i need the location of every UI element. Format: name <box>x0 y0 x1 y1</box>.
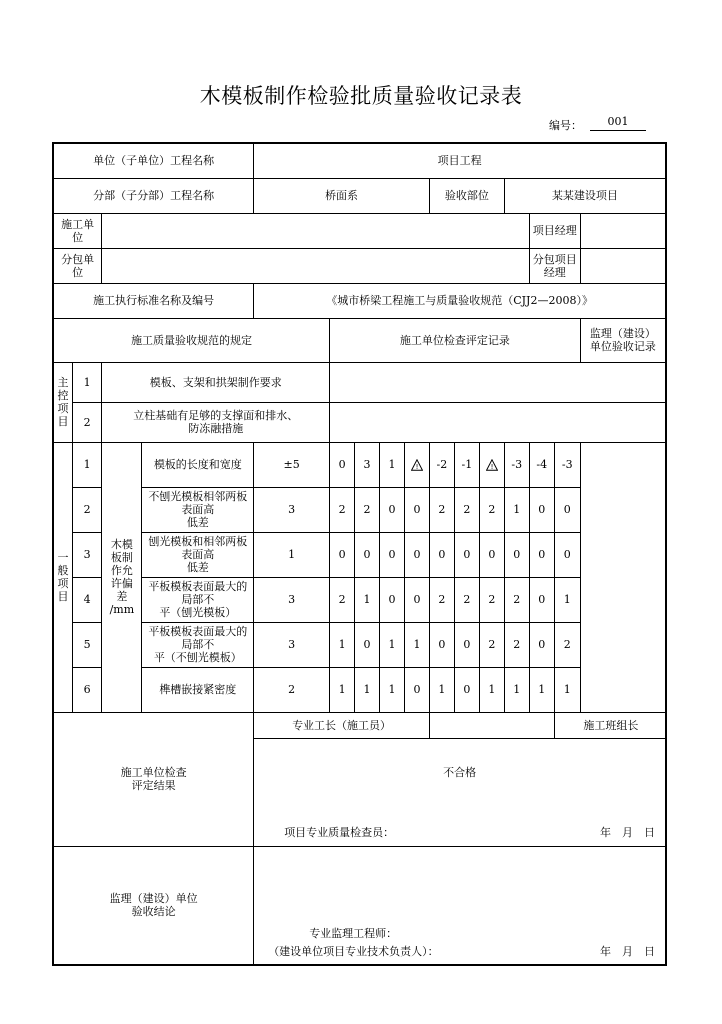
item-name: 榫槽嵌接紧密度 <box>142 667 254 712</box>
group-label-line: 作允 <box>110 564 133 577</box>
measurement-value[interactable]: -3 <box>504 442 529 487</box>
measurement-value[interactable]: 2 <box>454 577 479 622</box>
measurement-value[interactable]: -3 <box>554 442 580 487</box>
group-label-line: 许偏 <box>110 577 133 590</box>
supervise-conclusion-cell[interactable] <box>254 846 666 965</box>
warning-icon[interactable] <box>479 442 504 487</box>
general-char: 般 <box>57 564 69 577</box>
item-number: 5 <box>73 622 102 667</box>
pm-value[interactable] <box>580 213 666 248</box>
main-control-char: 控 <box>57 389 69 402</box>
measurement-value[interactable]: -4 <box>529 442 554 487</box>
supervise-label <box>53 846 254 965</box>
subdivision-value[interactable]: 桥面系 <box>254 178 430 213</box>
general-row-2 <box>53 487 666 532</box>
tolerance: 3 <box>254 487 330 532</box>
measurement-value[interactable]: 0 <box>454 622 479 667</box>
sub-pm-value[interactable] <box>580 248 666 283</box>
date-label-2: 年 月 日 <box>600 944 655 958</box>
unit-value[interactable]: 项目工程 <box>254 143 666 178</box>
row-unit <box>53 143 666 178</box>
measurement-value[interactable]: 1 <box>380 622 405 667</box>
measurement-value[interactable]: 0 <box>529 487 554 532</box>
main-control-2-check[interactable] <box>330 402 666 442</box>
spec-header: 施工质量验收规范的规定 <box>53 318 330 362</box>
measurement-value[interactable]: 1 <box>504 667 529 712</box>
general-char: 目 <box>57 590 69 603</box>
measurement-value[interactable]: 0 <box>330 442 355 487</box>
part-value[interactable]: 某某建设项目 <box>504 178 666 213</box>
eval-result: 不合格 <box>443 765 477 779</box>
measurement-value[interactable]: 1 <box>404 622 429 667</box>
measurement-value[interactable]: 2 <box>330 487 355 532</box>
general-label <box>53 442 73 712</box>
owner-label: （建设单位项目专业技术负责人）： <box>268 944 439 958</box>
measurement-value[interactable]: 0 <box>404 577 429 622</box>
row-subcontractor <box>53 248 666 283</box>
sub-pm-label: 分包项目经理 <box>529 248 580 283</box>
supervise-header-line2: 单位验收记录 <box>589 340 656 353</box>
warning-icon[interactable] <box>404 442 429 487</box>
row-column-headers <box>53 318 666 362</box>
measurement-value[interactable]: 1 <box>554 667 580 712</box>
general-row-1 <box>53 442 666 487</box>
row-contractor <box>53 213 666 248</box>
item-number: 1 <box>73 362 102 402</box>
measurement-value[interactable]: 0 <box>355 622 380 667</box>
measurement-value[interactable]: 0 <box>404 487 429 532</box>
item-number: 4 <box>73 577 102 622</box>
contractor-value[interactable] <box>102 213 529 248</box>
item-name-line: 平板模板表面最大的局部不 <box>148 580 248 606</box>
measurement-value[interactable]: 0 <box>330 532 355 577</box>
item-name <box>142 622 254 667</box>
item-name-line: 平（不刨光模板） <box>153 651 242 664</box>
measurement-value[interactable]: 0 <box>554 532 580 577</box>
item-name-line: 平（刨光模板） <box>159 606 237 619</box>
measurement-value[interactable]: 1 <box>380 667 405 712</box>
measurement-value[interactable]: 2 <box>479 622 504 667</box>
foreman-label: 专业工长（施工员） <box>254 712 430 738</box>
item-name <box>142 487 254 532</box>
measurement-value[interactable]: 0 <box>429 622 454 667</box>
measurement-value[interactable]: 2 <box>330 577 355 622</box>
standard-value[interactable]: 《城市桥梁工程施工与质量验收规范（CJJ2—2008）》 <box>254 283 666 318</box>
group-label-line: 差 <box>116 590 128 603</box>
item-name-line: 平板模板表面最大的局部不 <box>148 625 248 651</box>
item-text <box>102 402 330 442</box>
measurement-value[interactable]: 1 <box>479 667 504 712</box>
measurement-value[interactable]: 1 <box>355 577 380 622</box>
measurement-value[interactable]: 0 <box>454 667 479 712</box>
row-supervise-conclusion <box>53 846 666 965</box>
foreman-value[interactable] <box>429 712 554 738</box>
general-supervise-record[interactable] <box>580 442 666 712</box>
measurement-value[interactable]: 0 <box>380 577 405 622</box>
measurement-value[interactable]: 0 <box>380 532 405 577</box>
engineer-label: 专业监理工程师： <box>309 926 398 940</box>
item-text: 模板、支架和拱架制作要求 <box>102 362 330 402</box>
measurement-value[interactable]: 0 <box>529 577 554 622</box>
item-name <box>142 532 254 577</box>
measurement-value[interactable]: 0 <box>429 532 454 577</box>
eval-label <box>53 712 254 846</box>
measurement-value[interactable]: 1 <box>529 667 554 712</box>
standard-label: 施工执行标准名称及编号 <box>53 283 254 318</box>
item-name-line: 不刨光模板相邻两板表面高 <box>148 490 248 516</box>
item-number: 2 <box>73 487 102 532</box>
item-number: 2 <box>73 402 102 442</box>
supervise-label-line: 验收结论 <box>131 905 176 918</box>
measurement-value[interactable]: 1 <box>380 442 405 487</box>
group-label-line: 木模 <box>110 538 133 551</box>
measurement-value[interactable]: 2 <box>429 577 454 622</box>
measurement-value[interactable]: 0 <box>380 487 405 532</box>
group-label-line: /mm <box>109 603 135 616</box>
row-subdivision <box>53 178 666 213</box>
check-header: 施工单位检查评定记录 <box>330 318 581 362</box>
tolerance: 2 <box>254 667 330 712</box>
tolerance: 3 <box>254 622 330 667</box>
measurement-value[interactable]: 2 <box>479 487 504 532</box>
measurement-value[interactable]: 2 <box>504 622 529 667</box>
item-number: 1 <box>73 442 102 487</box>
item-name <box>142 577 254 622</box>
supervise-header <box>580 318 666 362</box>
unit-label: 单位（子单位）工程名称 <box>53 143 254 178</box>
item-name-line: 刨光模板和相邻两板表面高 <box>148 535 248 561</box>
row-standard <box>53 283 666 318</box>
row-foreman <box>53 712 666 738</box>
item-name-line: 低差 <box>186 561 209 574</box>
general-char: 一 <box>57 551 69 564</box>
measurement-value[interactable]: 1 <box>504 487 529 532</box>
measurement-value[interactable]: -1 <box>454 442 479 487</box>
general-row-3 <box>53 532 666 577</box>
eval-result-cell[interactable] <box>254 738 666 846</box>
main-control-row-1 <box>53 362 666 402</box>
measurement-value[interactable]: 1 <box>554 577 580 622</box>
measurement-value[interactable]: 0 <box>404 667 429 712</box>
supervise-header-line1: 监理（建设） <box>589 327 656 340</box>
serial-number[interactable]: 001 <box>590 115 646 131</box>
measurement-value[interactable]: 2 <box>504 577 529 622</box>
measurement-value[interactable]: 0 <box>554 487 580 532</box>
measurement-value[interactable]: 0 <box>529 532 554 577</box>
svg-text:!: ! <box>490 463 494 471</box>
supervise-label-line: 监理（建设）单位 <box>109 892 198 905</box>
main-control-char: 项 <box>57 402 69 415</box>
measurement-value[interactable]: 1 <box>355 667 380 712</box>
group-label <box>102 442 142 712</box>
date-label: 年 月 日 <box>600 825 655 839</box>
main-control-1-check[interactable] <box>330 362 666 402</box>
item-text-line: 防冻融措施 <box>188 422 244 435</box>
team-leader-label: 施工班组长 <box>554 712 666 738</box>
measurement-value[interactable]: 2 <box>479 577 504 622</box>
part-label: 验收部位 <box>429 178 504 213</box>
main-control-char: 主 <box>57 376 69 389</box>
tolerance: ±5 <box>254 442 330 487</box>
svg-text:!: ! <box>415 463 419 471</box>
general-row-6 <box>53 667 666 712</box>
measurement-value[interactable]: -2 <box>429 442 454 487</box>
subcontractor-label: 分包单位 <box>53 248 102 283</box>
measurement-value[interactable]: 0 <box>355 532 380 577</box>
item-text-line: 立柱基础有足够的支撑面和排水、 <box>133 409 299 422</box>
measurement-value[interactable]: 0 <box>479 532 504 577</box>
pm-label: 项目经理 <box>529 213 580 248</box>
measurement-value[interactable]: 2 <box>454 487 479 532</box>
inspection-form <box>52 142 667 966</box>
measurement-value[interactable]: 2 <box>429 487 454 532</box>
measurement-value[interactable]: 0 <box>454 532 479 577</box>
measurement-value[interactable]: 3 <box>355 442 380 487</box>
general-char: 项 <box>57 577 69 590</box>
subdivision-label: 分部（子分部）工程名称 <box>53 178 254 213</box>
main-control-label <box>53 362 73 442</box>
measurement-value[interactable]: 1 <box>330 667 355 712</box>
main-control-row-2 <box>53 402 666 442</box>
group-label-line: 板制 <box>110 551 133 564</box>
eval-label-line: 评定结果 <box>131 779 176 792</box>
subcontractor-value[interactable] <box>102 248 529 283</box>
measurement-value[interactable]: 2 <box>554 622 580 667</box>
contractor-label: 施工单位 <box>53 213 102 248</box>
serial-label: 编号： <box>549 119 582 132</box>
tolerance: 1 <box>254 532 330 577</box>
measurement-value[interactable]: 0 <box>404 532 429 577</box>
measurement-value[interactable]: 0 <box>529 622 554 667</box>
item-number: 6 <box>73 667 102 712</box>
measurement-value[interactable]: 1 <box>330 622 355 667</box>
main-control-char: 目 <box>57 415 69 428</box>
general-row-4 <box>53 577 666 622</box>
page-title: 木模板制作检验批质量验收记录表 <box>199 84 523 108</box>
eval-label-line: 施工单位检查 <box>120 766 187 779</box>
measurement-value[interactable]: 2 <box>355 487 380 532</box>
item-name: 模板的长度和宽度 <box>142 442 254 487</box>
measurement-value[interactable]: 0 <box>504 532 529 577</box>
tolerance: 3 <box>254 577 330 622</box>
measurement-value[interactable]: 1 <box>429 667 454 712</box>
general-row-5 <box>53 622 666 667</box>
item-name-line: 低差 <box>186 516 209 529</box>
item-number: 3 <box>73 532 102 577</box>
inspector-label: 项目专业质量检查员： <box>284 825 395 839</box>
